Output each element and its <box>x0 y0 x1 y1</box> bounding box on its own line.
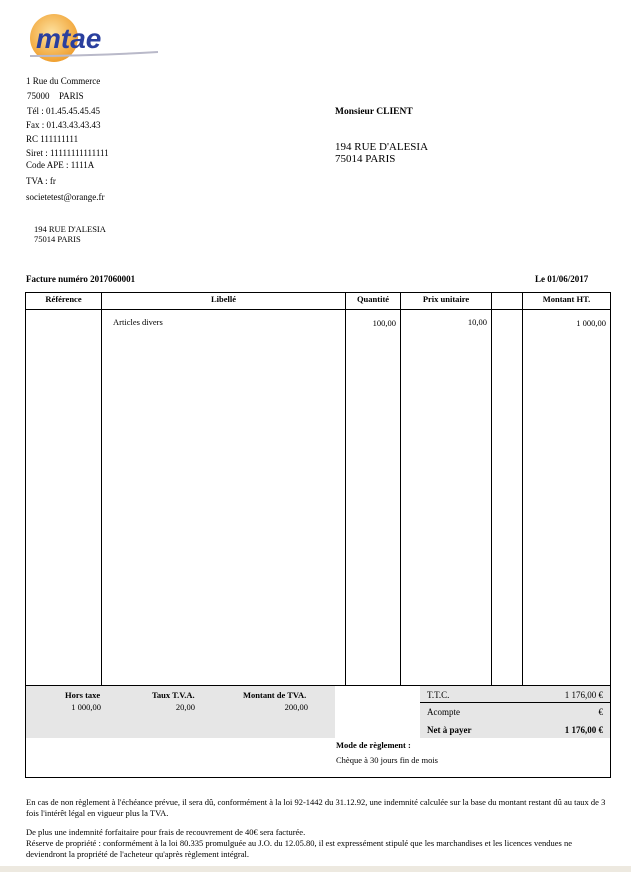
legal-notice <box>26 797 606 860</box>
row-prix-unitaire: 10,00 <box>467 317 487 327</box>
company-zip: 75000 <box>27 91 50 101</box>
payment-mode-label: Mode de règlement : <box>336 740 411 750</box>
client-address-line1: 194 RUE D'ALESIA <box>335 141 429 153</box>
ttc-value: 1 176,00 € <box>564 690 603 700</box>
column-header-libelle: Libellé <box>210 294 237 304</box>
company-logo <box>22 12 162 64</box>
column-header-montant-ht: Montant HT. <box>542 294 591 304</box>
company-fax: Fax : 01.43.43.43.43 <box>26 120 101 130</box>
company-email: societetest@orange.fr <box>26 192 105 202</box>
company-city: PARIS <box>59 91 84 101</box>
invoice-date: Le 01/06/2017 <box>535 274 589 284</box>
company-siret: Siret : 11111111111111 <box>26 148 109 158</box>
payment-mode-value: Chèque à 30 jours fin de mois <box>336 755 438 765</box>
company-tel: Tél : 01.45.45.45.45 <box>27 106 100 116</box>
page-bottom-edge <box>0 866 631 872</box>
column-header-reference: Référence <box>45 294 82 304</box>
net-a-payer-label: Net à payer <box>427 725 472 735</box>
row-libelle: Articles divers <box>113 317 163 327</box>
legal-late-payment: En cas de non règlement à l'échéance prévue, il sera dû, conformément à la loi 92-1442 du 31.12.92, une indemnité calculée sur la base du montant restant dû au taux de 3 fois l'intérêt légal en vigueur plus la TVA. <box>26 797 606 818</box>
hors-taxe-label: Hors taxe <box>65 690 101 700</box>
row-quantite: 100,00 <box>372 318 396 328</box>
company-rc: RC 111111111 <box>26 134 79 144</box>
montant-tva-label: Montant de TVA. <box>243 690 307 700</box>
invoice-number: Facture numéro 2017060001 <box>26 274 136 284</box>
legal-ownership-reserve: Réserve de propriété : conformément à la loi 80.335 promulguée au J.O. du 12.05.80, il est expressément stipulé que les marchandises et les licences vendues ne deviendront la propriété de l'acheteur qu'après règlement intégral. <box>26 838 572 859</box>
company-address: 1 Rue du Commerce <box>26 76 101 86</box>
acompte-value: € <box>598 707 603 717</box>
taux-tva-label: Taux T.V.A. <box>152 690 195 700</box>
logo-text: mtae <box>36 23 102 54</box>
company-ape: Code APE : 1111A <box>26 160 95 170</box>
row-montant-ht: 1 000,00 <box>576 318 606 328</box>
net-a-payer-value: 1 176,00 € <box>564 725 603 735</box>
client-name: Monsieur CLIENT <box>335 107 413 117</box>
client-address-line2: 75014 PARIS <box>335 153 396 165</box>
montant-tva-value: 200,00 <box>284 702 308 712</box>
acompte-label: Acompte <box>427 707 460 717</box>
column-header-quantite: Quantité <box>356 294 390 304</box>
delivery-address-line1: 194 RUE D'ALESIA <box>34 224 106 234</box>
ttc-label: T.T.C. <box>427 690 450 700</box>
hors-taxe-value: 1 000,00 <box>71 702 101 712</box>
taux-tva-value: 20,00 <box>175 702 195 712</box>
column-header-prix-unitaire: Prix unitaire <box>422 294 470 304</box>
company-tva: TVA : fr <box>26 176 56 186</box>
legal-recovery-fee: De plus une indemnité forfaitaire pour frais de recouvrement de 40€ sera facturée. <box>26 827 306 837</box>
delivery-address-line2: 75014 PARIS <box>34 234 81 244</box>
